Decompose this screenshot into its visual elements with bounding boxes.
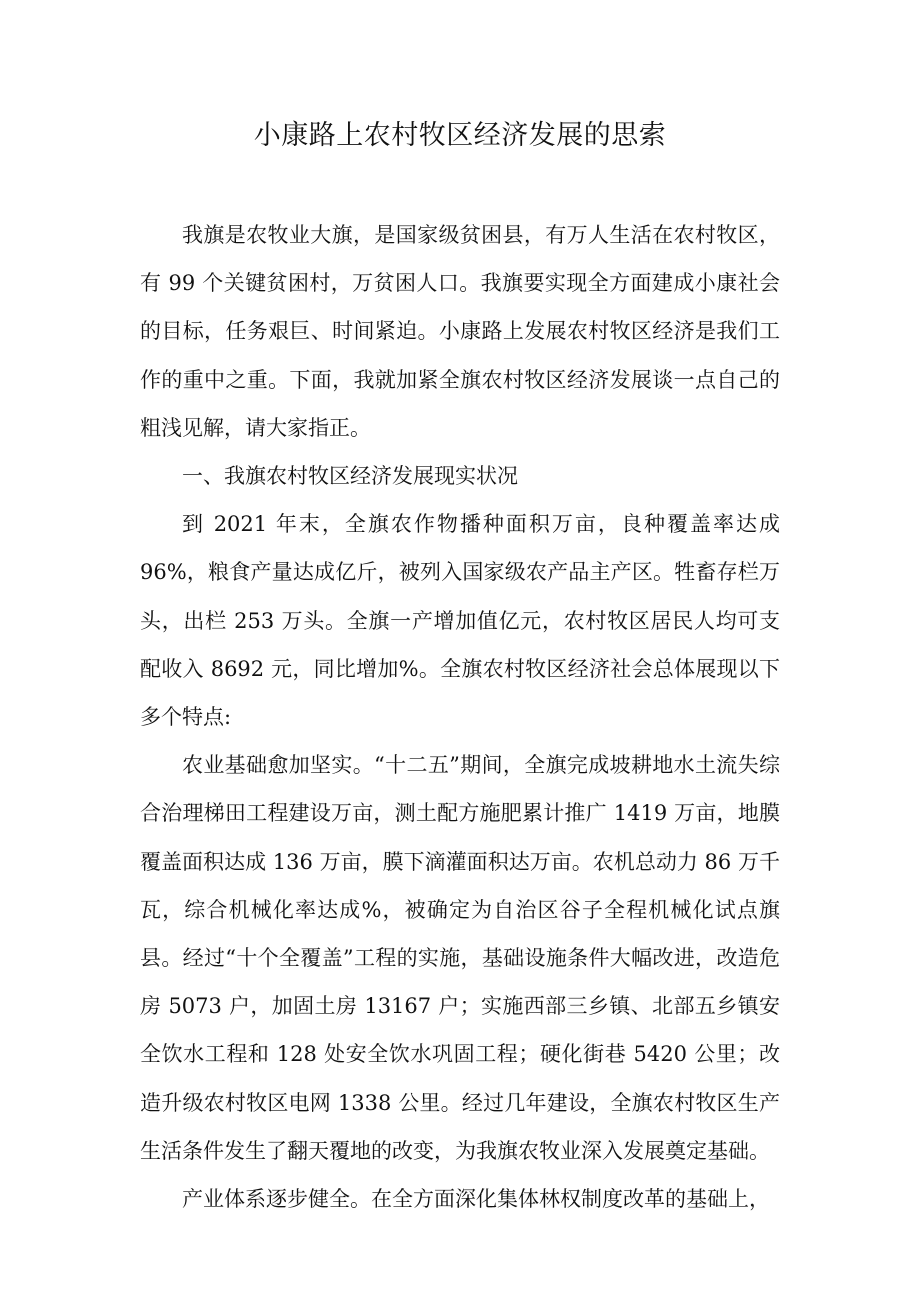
paragraph-industry: 产业体系逐步健全。在全方面深化集体林权制度改革的基础上， [182,1187,770,1212]
paragraph-agriculture: 农业基础愈加坚实。“十二五”期间，全旗完成坡耕地水土流失综合治理梯田工程建设万亩，测土配方施肥累计推广 1419 万亩，地膜覆盖面积达成 136 万亩，膜下滴灌面积达万亩。农机总动力 86 万千瓦，综合机械化率达成%，被确定为自治区谷子全程机械化试点旗县。经过“十个全覆盖”工程的实施，基础设施条件大幅改进，改造危房 5073 户，加固土房 13167 户；实施西部三乡镇、北部五乡镇安全饮水工程和 128 处安全饮水巩固工程；硬化街巷 5420 公里；改造升级农村牧区电网 1338 公里。经过几年建设，全旗农村牧区生产生活条件发生了翻天覆地的改变，为我旗农牧业深入发展奠定基础。 [140,753,780,1163]
document-title: 小康路上农村牧区经济发展的思索 [253,120,667,151]
section-heading: 一、我旗农村牧区经济发展现实状况 [182,464,518,489]
paragraph-intro: 我旗是农牧业大旗，是国家级贫困县，有万人生活在农村牧区，有 99 个关键贫困村，万贫困人口。我旗要实现全方面建成小康社会的目标，任务艰巨、时间紧迫。小康路上发展农村牧区经济是我们工作的重中之重。下面，我就加紧全旗农村牧区经济发展谈一点自己的粗浅见解，请大家指正。 [140,223,780,440]
document-body [140,211,780,1223]
paragraph-overview: 到 2021 年末，全旗农作物播种面积万亩，良种覆盖率达成 96%，粮食产量达成亿斤，被列入国家级农产品主产区。牲畜存栏万头，出栏 253 万头。全旗一产增加值亿元，农村牧区居民人均可支配收入 8692 元，同比增加%。全旗农村牧区经济社会总体展现以下多个特点: [140,512,780,730]
